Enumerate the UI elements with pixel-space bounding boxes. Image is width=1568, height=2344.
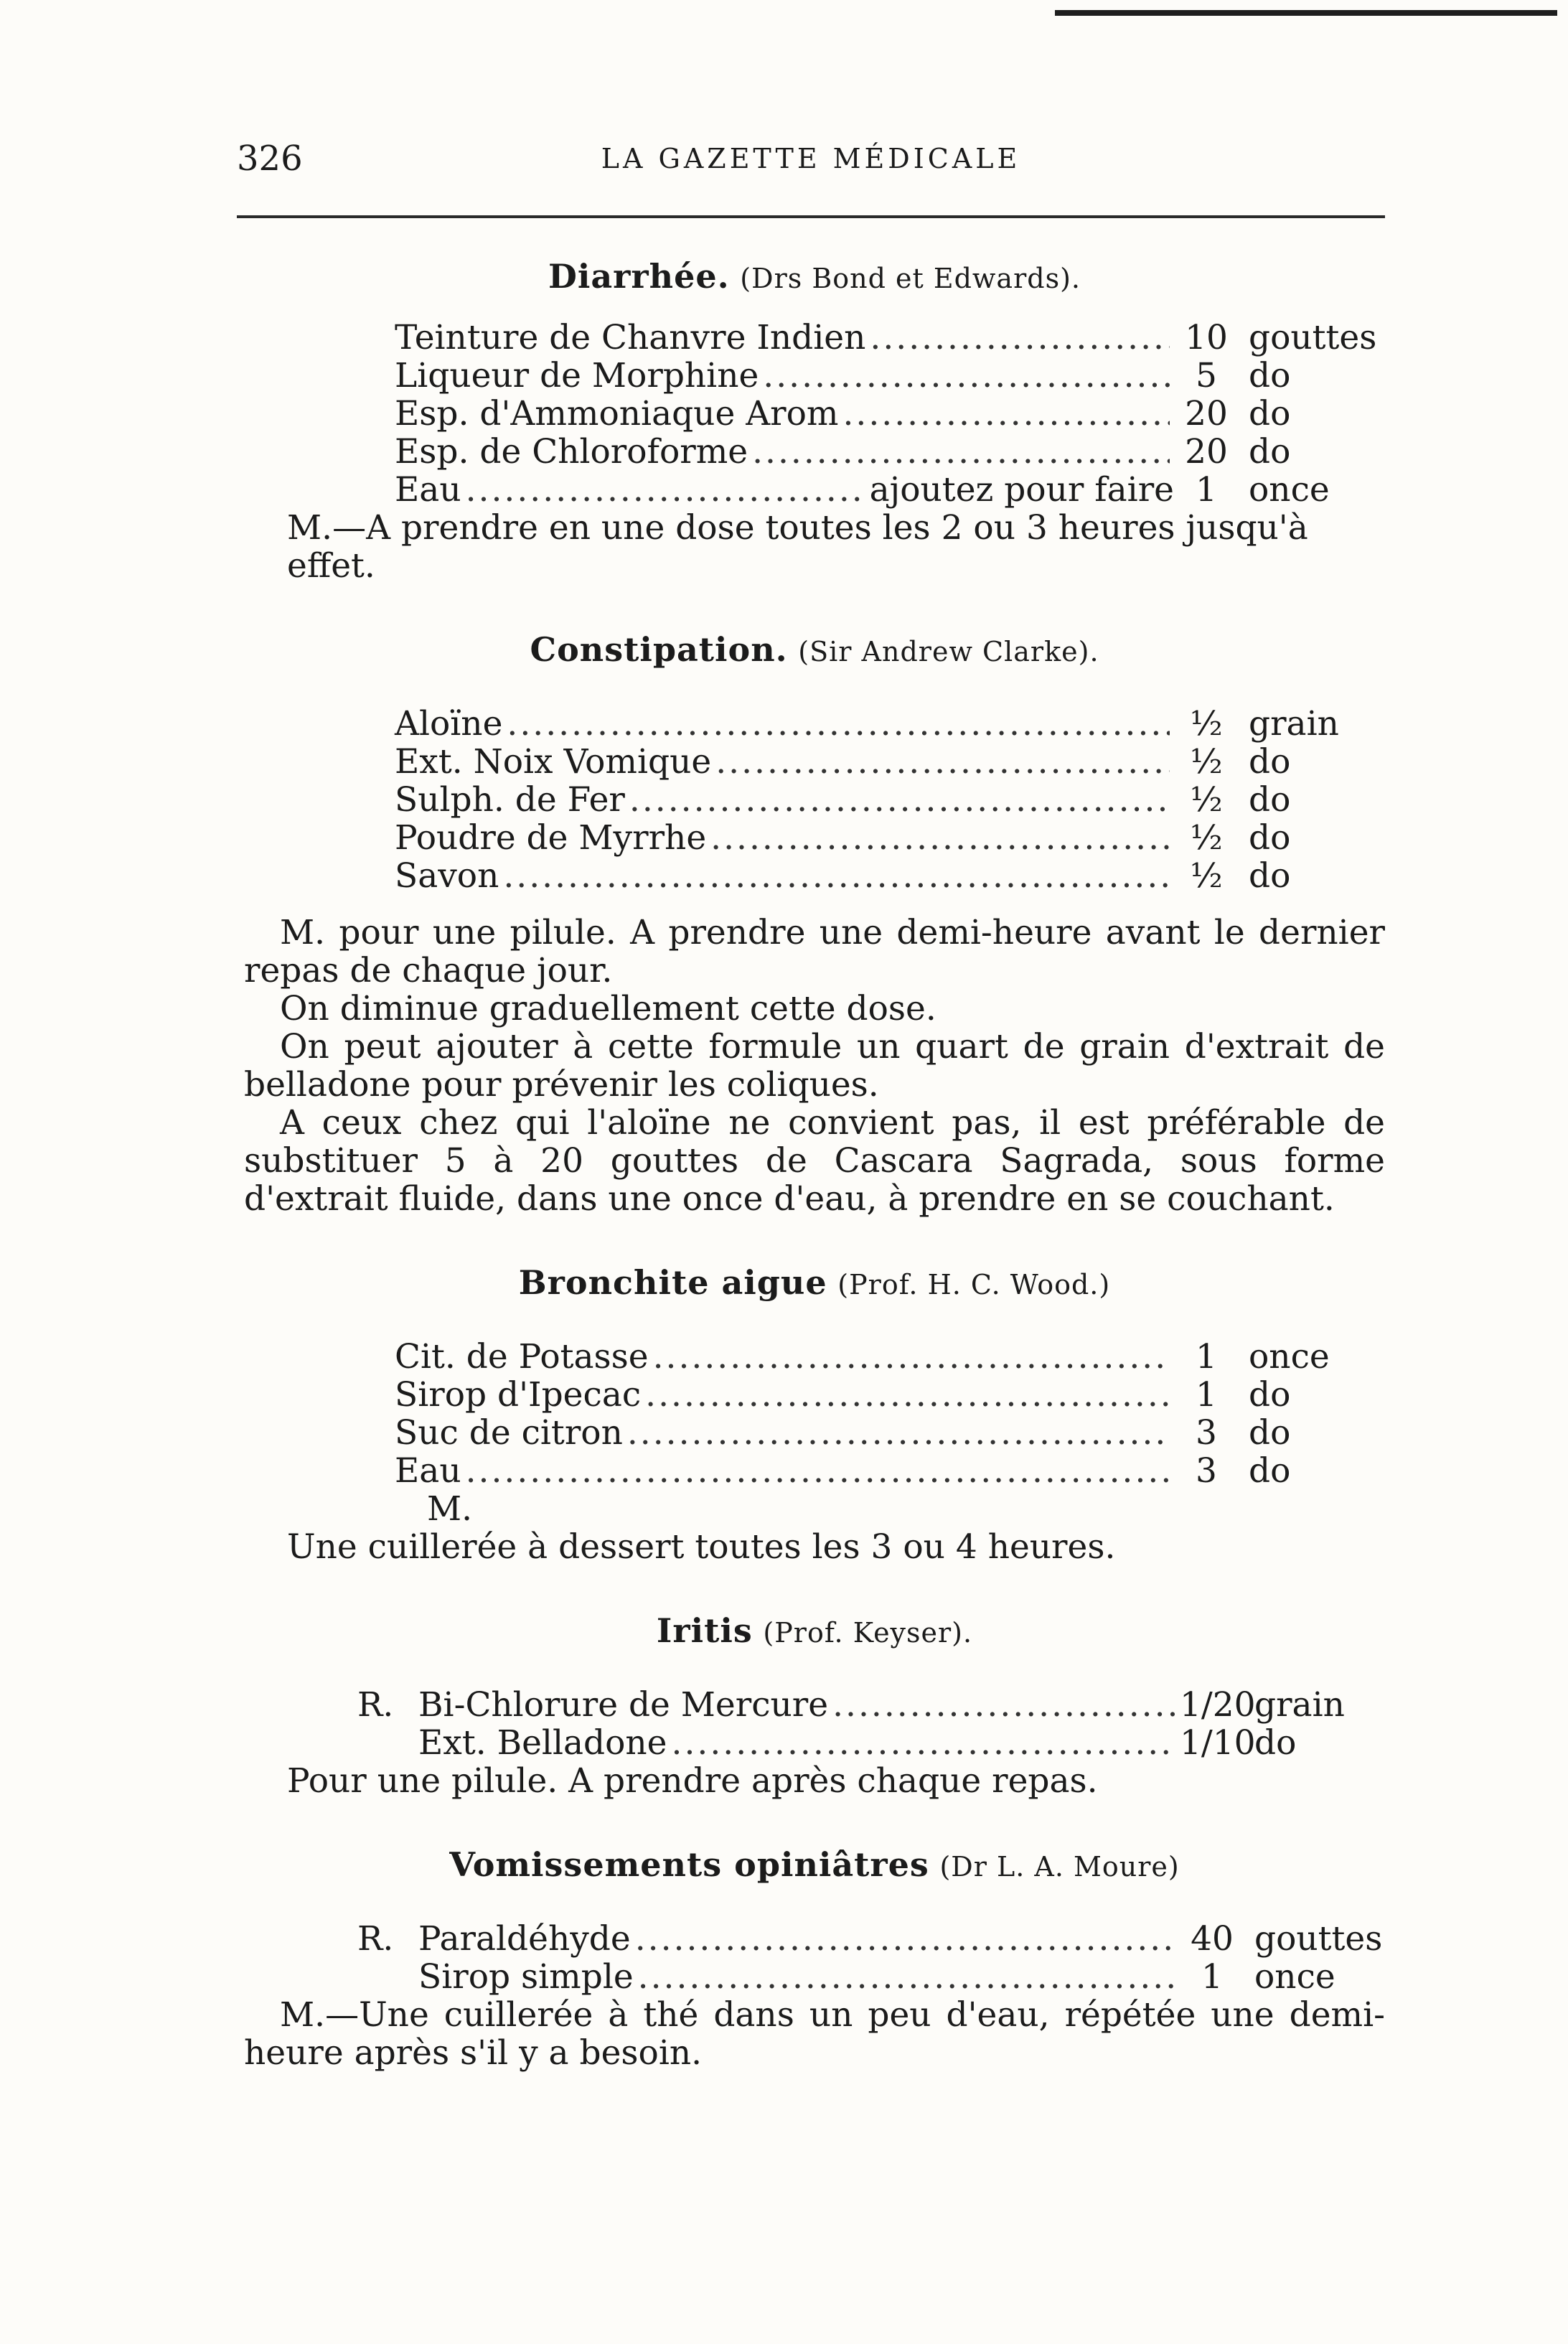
leader-dots <box>507 705 1170 743</box>
ingredient-row <box>395 781 1356 819</box>
section-title: Constipation. <box>530 630 788 669</box>
leader-dots <box>842 395 1170 433</box>
recipe-prefix: R. <box>357 1919 394 1959</box>
ingredient-name: Esp. de Chloroforme <box>395 432 748 472</box>
leader-dots <box>832 1686 1175 1724</box>
ingredient-unit: grain <box>1254 1685 1345 1725</box>
ingredient-row <box>395 471 1356 509</box>
ingredient-qty: 1/20 <box>1180 1685 1256 1725</box>
ingredient-unit: gouttes <box>1254 1919 1383 1959</box>
section-authors: (Drs Bond et Edwards). <box>740 263 1081 294</box>
leader-dots <box>710 819 1170 857</box>
section-title: Vomissements opiniâtres <box>449 1845 929 1884</box>
ingredient-name: Eau <box>395 1451 461 1491</box>
leader-dots <box>672 1724 1176 1762</box>
leader-dots <box>466 1452 1170 1490</box>
ingredient-qty: 10 <box>1185 318 1228 357</box>
ingredient-name: Aloïne <box>395 704 503 744</box>
leader-dots <box>635 1920 1175 1958</box>
page-header <box>237 139 1385 189</box>
paragraph: M. pour une pilule. A prendre une demi-heure avant le dernier repas de chaque jour. <box>244 913 1385 990</box>
ingredient-qty: 40 <box>1191 1919 1234 1959</box>
ingredient-unit: do <box>1254 1723 1297 1763</box>
ingredient-qty: ½ <box>1190 742 1223 782</box>
paragraph: On diminue graduellement cette dose. <box>280 989 936 1028</box>
ingredient-unit: gouttes <box>1249 318 1377 357</box>
ingredient-row <box>395 705 1356 743</box>
ingredient-unit: do <box>1249 394 1291 433</box>
running-title: LA GAZETTE MÉDICALE <box>601 143 1021 174</box>
leader-dots <box>715 743 1170 781</box>
ingredient-name: Poudre de Myrrhe <box>395 818 707 858</box>
ingredient-qty: 1 <box>1196 1375 1217 1415</box>
section-title: Diarrhée. <box>548 257 730 296</box>
section-authors: (Dr L. A. Moure) <box>939 1851 1180 1883</box>
section-authors: (Sir Andrew Clarke). <box>798 636 1099 667</box>
ingredient-unit: do <box>1249 742 1291 782</box>
paragraph: A ceux chez qui l'aloïne ne convient pas, il est préférable de substituer 5 à 20 gouttes de Cascara Sagrada, sous forme d'extrait fluide, dans une once d'eau, à prendre en se couchant. <box>244 1103 1385 1219</box>
section-heading-vomissements <box>244 1843 1385 1888</box>
paragraph: On peut ajouter à cette formule un quart de grain d'extrait de belladone pour prévenir les coliques. <box>244 1027 1385 1105</box>
ingredient-unit: do <box>1249 1413 1291 1453</box>
prescription-diarrhee <box>395 318 1377 510</box>
ingredient-qty: 3 <box>1196 1451 1217 1491</box>
section-heading-iritis <box>244 1609 1385 1654</box>
ingredient-name: Suc de citron <box>395 1413 623 1453</box>
header-rule <box>237 215 1385 218</box>
ingredient-row <box>395 1414 1356 1452</box>
ingredient-qty: 3 <box>1196 1413 1217 1453</box>
leader-dots <box>752 433 1170 471</box>
page-content <box>244 255 1385 2072</box>
ingredient-unit: do <box>1249 1451 1291 1491</box>
leader-dots <box>629 781 1170 819</box>
leader-dots <box>763 357 1170 395</box>
ingredient-unit: once <box>1254 1957 1335 1997</box>
ingredient-qty: ½ <box>1190 818 1223 858</box>
leader-dots <box>627 1414 1170 1452</box>
ingredient-row <box>395 433 1356 471</box>
leader-dots <box>466 471 865 509</box>
leader-dots <box>870 319 1170 357</box>
ingredient-unit: do <box>1249 432 1291 472</box>
ingredient-qty: ½ <box>1190 856 1223 896</box>
page-number: 326 <box>237 139 303 179</box>
ingredient-row <box>395 318 1377 357</box>
section-heading-constipation <box>244 628 1385 673</box>
dosage-note: M.—Une cuillerée à thé dans un peu d'eau, répétée une demi-heure après s'il y a besoin. <box>244 1995 1385 2073</box>
ingredient-row <box>395 819 1356 857</box>
ingredient-qty: 1/10 <box>1180 1723 1256 1763</box>
ingredient-row <box>395 395 1356 433</box>
ingredient-row <box>357 1958 1362 1996</box>
ingredient-name: Liqueur de Morphine <box>395 356 759 395</box>
ingredient-name: Teinture de Chanvre Indien <box>395 318 866 357</box>
section-title: Bronchite aigue <box>518 1263 827 1302</box>
ingredient-unit: do <box>1249 818 1291 858</box>
ingredient-name: Paraldéhyde <box>418 1919 631 1959</box>
leader-dots <box>503 857 1170 895</box>
ingredient-qty: 20 <box>1185 394 1228 433</box>
ingredient-qty: ½ <box>1190 704 1223 744</box>
section-heading-bronchite <box>244 1261 1385 1306</box>
ingredient-name: Cit. de Potasse <box>395 1337 649 1377</box>
section-authors: (Prof. Keyser). <box>763 1617 973 1649</box>
section-authors: (Prof. H. C. Wood.) <box>837 1269 1111 1300</box>
top-edge-rule <box>1055 10 1557 16</box>
prescription-vomissements <box>357 1919 1383 1997</box>
ingredient-unit: do <box>1249 1375 1291 1415</box>
ingredient-row <box>395 857 1356 895</box>
section-heading-diarrhee <box>244 255 1385 300</box>
recipe-prefix: R. <box>357 1685 394 1725</box>
ingredient-unit: do <box>1249 356 1291 395</box>
ingredient-name: Sulph. de Fer <box>395 780 625 820</box>
ingredient-row <box>357 1724 1362 1762</box>
ingredient-qty: 20 <box>1185 432 1228 472</box>
ingredient-name: Sirop d'Ipecac <box>395 1375 642 1415</box>
ingredient-unit: grain <box>1249 704 1339 744</box>
ingredient-row <box>395 357 1356 395</box>
ingredient-name: Savon <box>395 856 499 896</box>
mix-instruction: M. <box>427 1489 473 1529</box>
ingredient-row <box>395 1338 1356 1376</box>
ingredient-qty: 5 <box>1196 356 1217 395</box>
ingredient-name: Sirop simple <box>418 1957 634 1997</box>
ingredient-row <box>395 1452 1356 1490</box>
ingredient-name: Ext. Noix Vomique <box>395 742 712 782</box>
section-title: Iritis <box>656 1611 753 1650</box>
dosage-note: Une cuillerée à dessert toutes les 3 ou 4 heures. <box>287 1527 1116 1567</box>
ingredient-qty: 1 <box>1196 470 1217 510</box>
ingredient-name: Eau <box>395 470 461 510</box>
dosage-note: M.—A prendre en une dose toutes les 2 ou 3 heures jusqu'à effet. <box>287 508 1308 586</box>
ingredient-row <box>395 1376 1356 1414</box>
ingredient-qty: 1 <box>1201 1957 1223 1997</box>
leader-dots <box>638 1958 1175 1996</box>
ingredient-name: Ext. Belladone <box>418 1723 667 1763</box>
ingredient-qty: 1 <box>1196 1337 1217 1377</box>
ingredient-name: Bi-Chlorure de Mercure <box>418 1685 829 1725</box>
leader-dots <box>645 1376 1170 1414</box>
ingredient-qty: ½ <box>1190 780 1223 820</box>
leader-dots <box>653 1338 1170 1376</box>
ingredient-unit: once <box>1249 470 1330 510</box>
ingredient-unit: once <box>1249 1337 1330 1377</box>
ingredient-row <box>395 743 1356 781</box>
ingredient-row <box>357 1919 1383 1959</box>
prescription-bronchite <box>395 1338 1356 1490</box>
dosage-note: Pour une pilule. A prendre après chaque repas. <box>287 1761 1098 1801</box>
ingredient-unit: do <box>1249 856 1291 896</box>
prescription-iritis <box>357 1686 1362 1762</box>
ingredient-unit: do <box>1249 780 1291 820</box>
prescription-constipation <box>395 705 1356 895</box>
ingredient-name: Esp. d'Ammoniaque Arom <box>395 394 839 433</box>
ingredient-instruction: ajoutez pour faire <box>869 470 1174 510</box>
ingredient-row <box>357 1686 1362 1724</box>
